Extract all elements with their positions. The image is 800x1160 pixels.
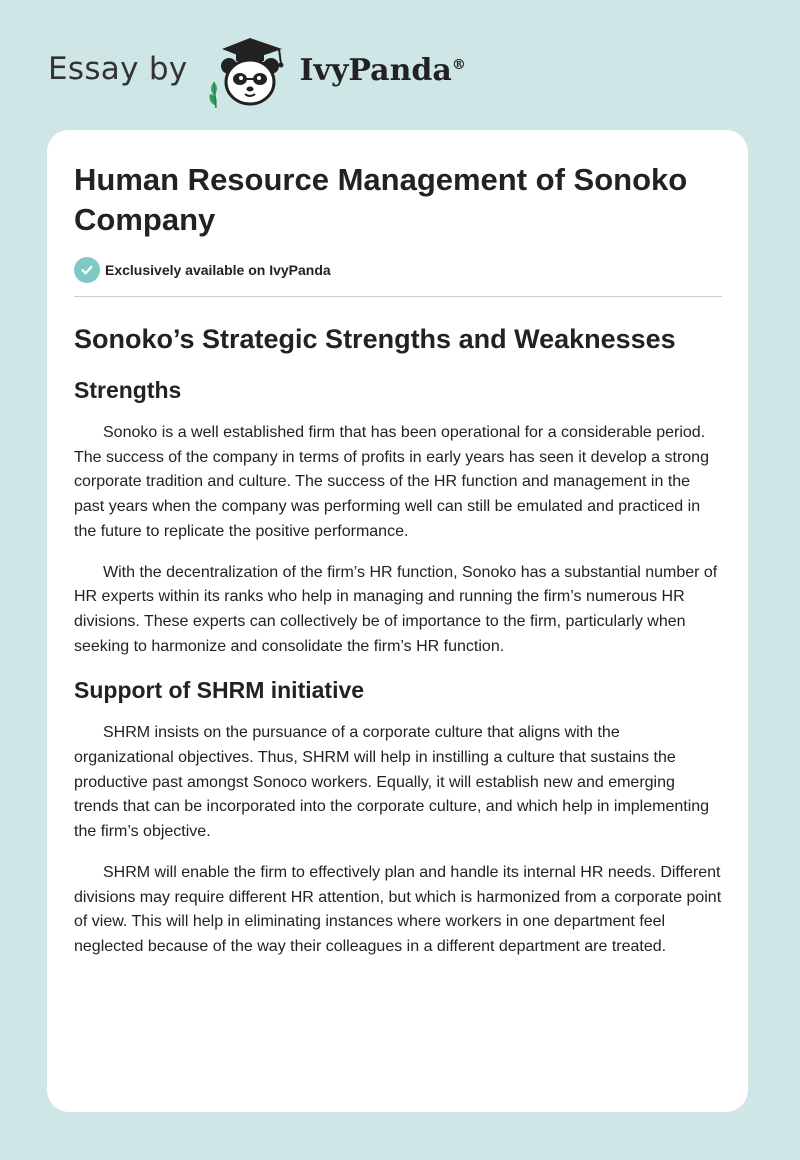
badge-text: Exclusively available on IvyPanda xyxy=(105,262,331,278)
page-title: Human Resource Management of Sonoko Company xyxy=(74,162,688,237)
paragraph: SHRM will enable the firm to effectively plan and handle its internal HR needs. Different divisions may require different HR attention, but which is harmonized from a corporate point of view. This will help in eliminating instances where workers in one department feel neglected because of the way their colleagues in a different department are treated. xyxy=(74,863,722,955)
essay-card xyxy=(47,130,748,1112)
paragraph: Sonoko is a well established firm that has been operational for a considerable period. The success of the company in terms of profits in early years has seen it develop a strong corporate tradition and culture. The success of the HR function and management in the past years when the company was performing well can still be emulated and practiced in the future to replicate the positive performance. xyxy=(74,424,709,540)
essay-content xyxy=(74,160,722,976)
brand-name[interactable] xyxy=(300,53,466,88)
exclusive-badge xyxy=(74,256,722,284)
site-header xyxy=(48,34,466,110)
paragraph: SHRM insists on the pursuance of a corporate culture that aligns with the organizational objectives. Thus, SHRM will help in instilling a culture that sustains the productive past amongst Sonoco workers. Equally, it will establish new and emerging trends that can be incorporated into the corporate culture, and which help in implementing the firm’s objective. xyxy=(74,724,710,841)
registered-mark: ® xyxy=(451,56,466,73)
paragraph: With the decentralization of the firm’s HR function, Sonoko has a substantial number of HR experts within its ranks who help in managing and running the firm’s numerous HR divisions. These experts can collectively be of importance to the firm, particularly when seeking to harmonize and consolidate the firm’s HR function. xyxy=(74,563,718,655)
subsection-heading-strengths: Strengths xyxy=(74,377,182,403)
brand-name-text: IvyPanda xyxy=(299,52,452,88)
panda-graduate-logo-icon[interactable] xyxy=(202,34,294,110)
section-heading: Sonoko’s Strategic Strengths and Weaknesses xyxy=(74,324,676,354)
check-circle-icon xyxy=(74,257,100,283)
subsection-heading-shrm: Support of SHRM initiative xyxy=(74,677,365,704)
title-divider xyxy=(74,296,722,297)
essay-by-label: Essay by xyxy=(48,51,188,87)
